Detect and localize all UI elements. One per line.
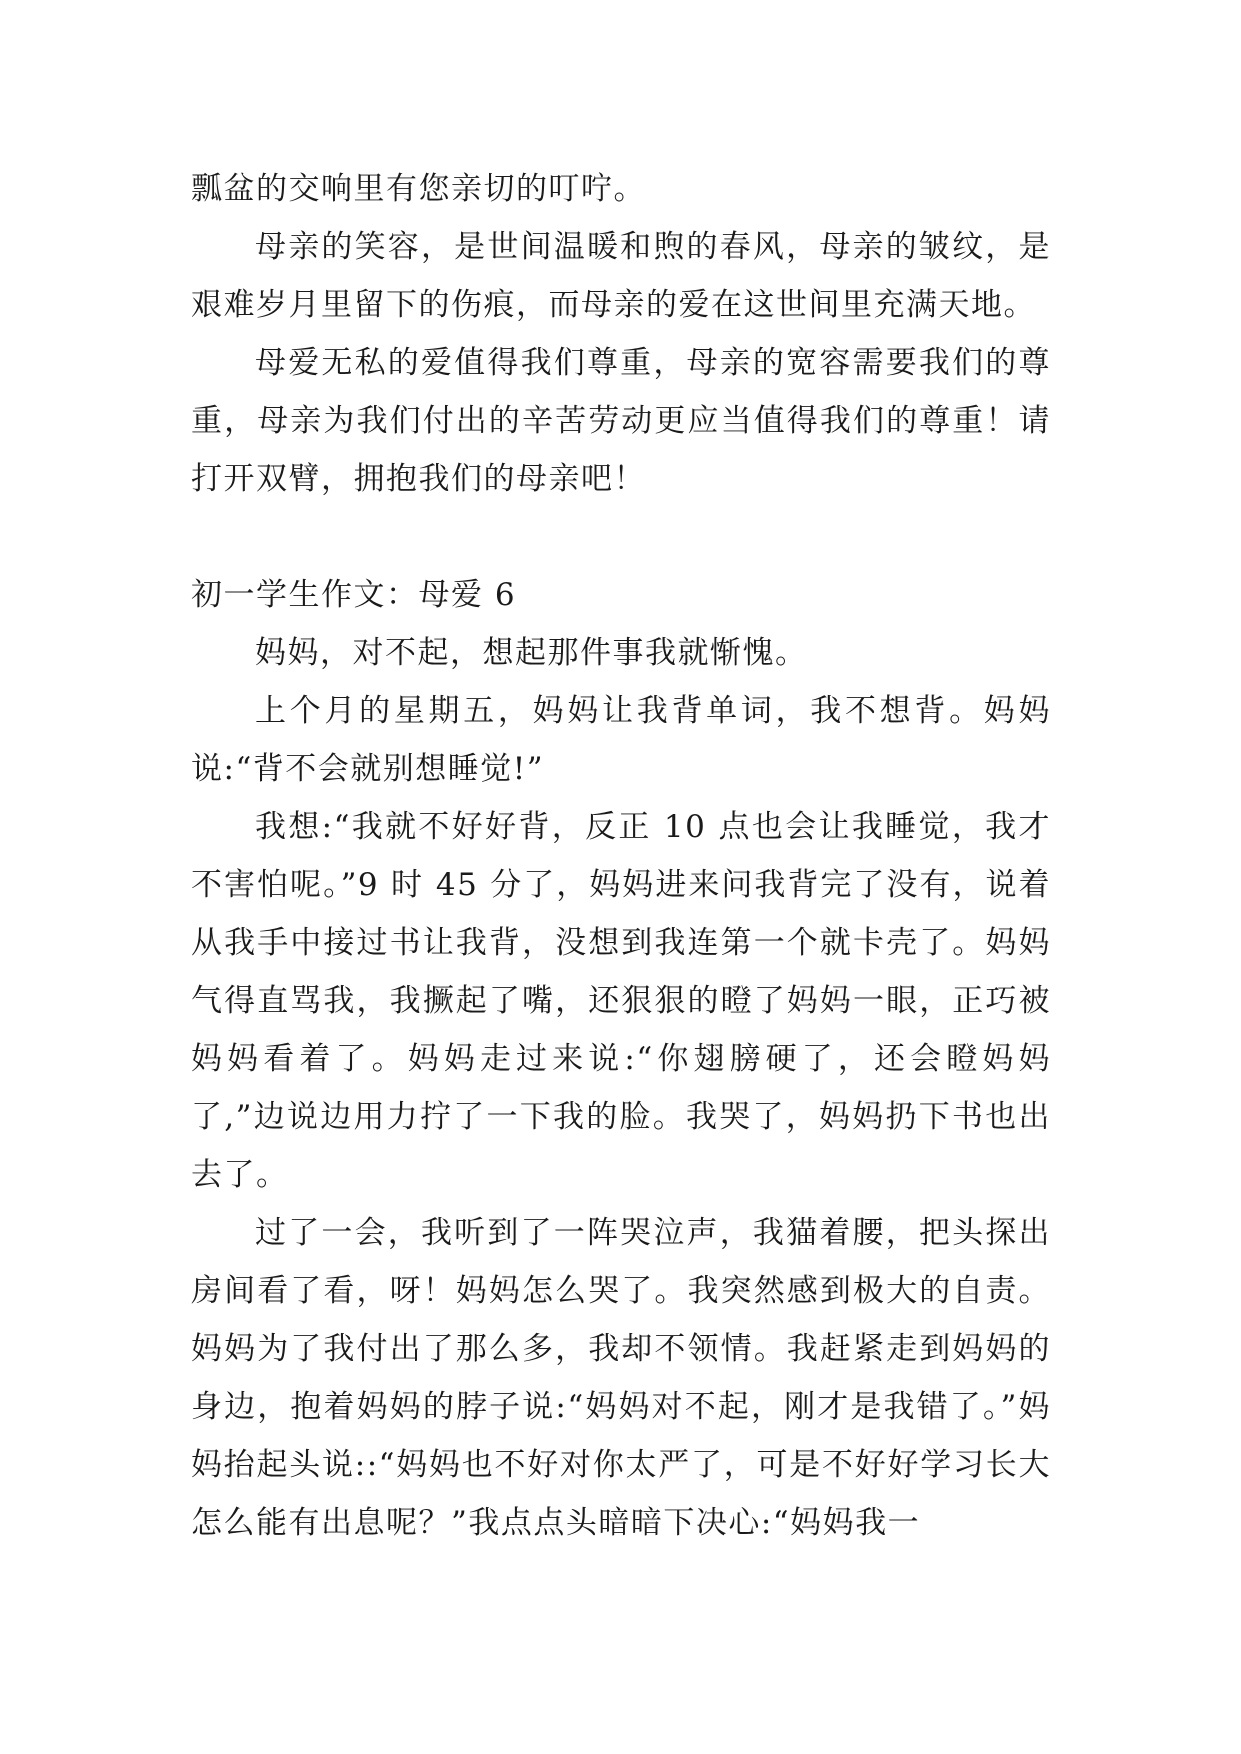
paragraph-continued: 瓢盆的交响里有您亲切的叮咛。 xyxy=(191,171,646,207)
paragraph-story: 我想:“我就不好好背，反正 10 点也会让我睡觉，我才不害怕呢。”9 时 45 分了，妈妈进来问我背完了没有，说着从我手中接过书让我背，没想到我连第一个就卡壳了。妈妈气得直骂我，我撅起了嘴，还狠狠的瞪了妈妈一眼，正巧被妈妈看着了。妈妈走过来说:“你翅膀硬了，还会瞪妈妈了,”边说边用力拧了一下我的脸。我哭了，妈妈扔下书也出去了。 xyxy=(191,809,1051,1193)
paragraph-mother-smile: 母亲的笑容，是世间温暖和煦的春风，母亲的皱纹，是艰难岁月里留下的伤痕，而母亲的爱在这世间里充满天地。 xyxy=(191,229,1051,323)
paragraph-reconcile: 过了一会，我听到了一阵哭泣声，我猫着腰，把头探出房间看了看，呀！妈妈怎么哭了。我突然感到极大的自责。妈妈为了我付出了那么多，我却不领情。我赶紧走到妈妈的身边，抱着妈妈的脖子说:“妈妈对不起，刚才是我错了。”妈妈抬起头说::“妈妈也不好对你太严了，可是不好好学习长大怎么能有出息呢？”我点点头暗暗下决心:“妈妈我一 xyxy=(191,1215,1051,1541)
document-body xyxy=(191,160,1051,1552)
paragraph-last-friday: 上个月的星期五，妈妈让我背单词，我不想背。妈妈说:“背不会就别想睡觉!” xyxy=(191,693,1051,787)
paragraph-mother-love-respect: 母爱无私的爱值得我们尊重，母亲的宽容需要我们的尊重，母亲为我们付出的辛苦劳动更应当值得我们的尊重！请打开双臂，拥抱我们的母亲吧！ xyxy=(191,345,1051,497)
section-title: 初一学生作文：母爱 6 xyxy=(191,577,517,613)
section-spacer xyxy=(191,508,1051,566)
paragraph-apology: 妈妈，对不起，想起那件事我就惭愧。 xyxy=(255,635,808,671)
